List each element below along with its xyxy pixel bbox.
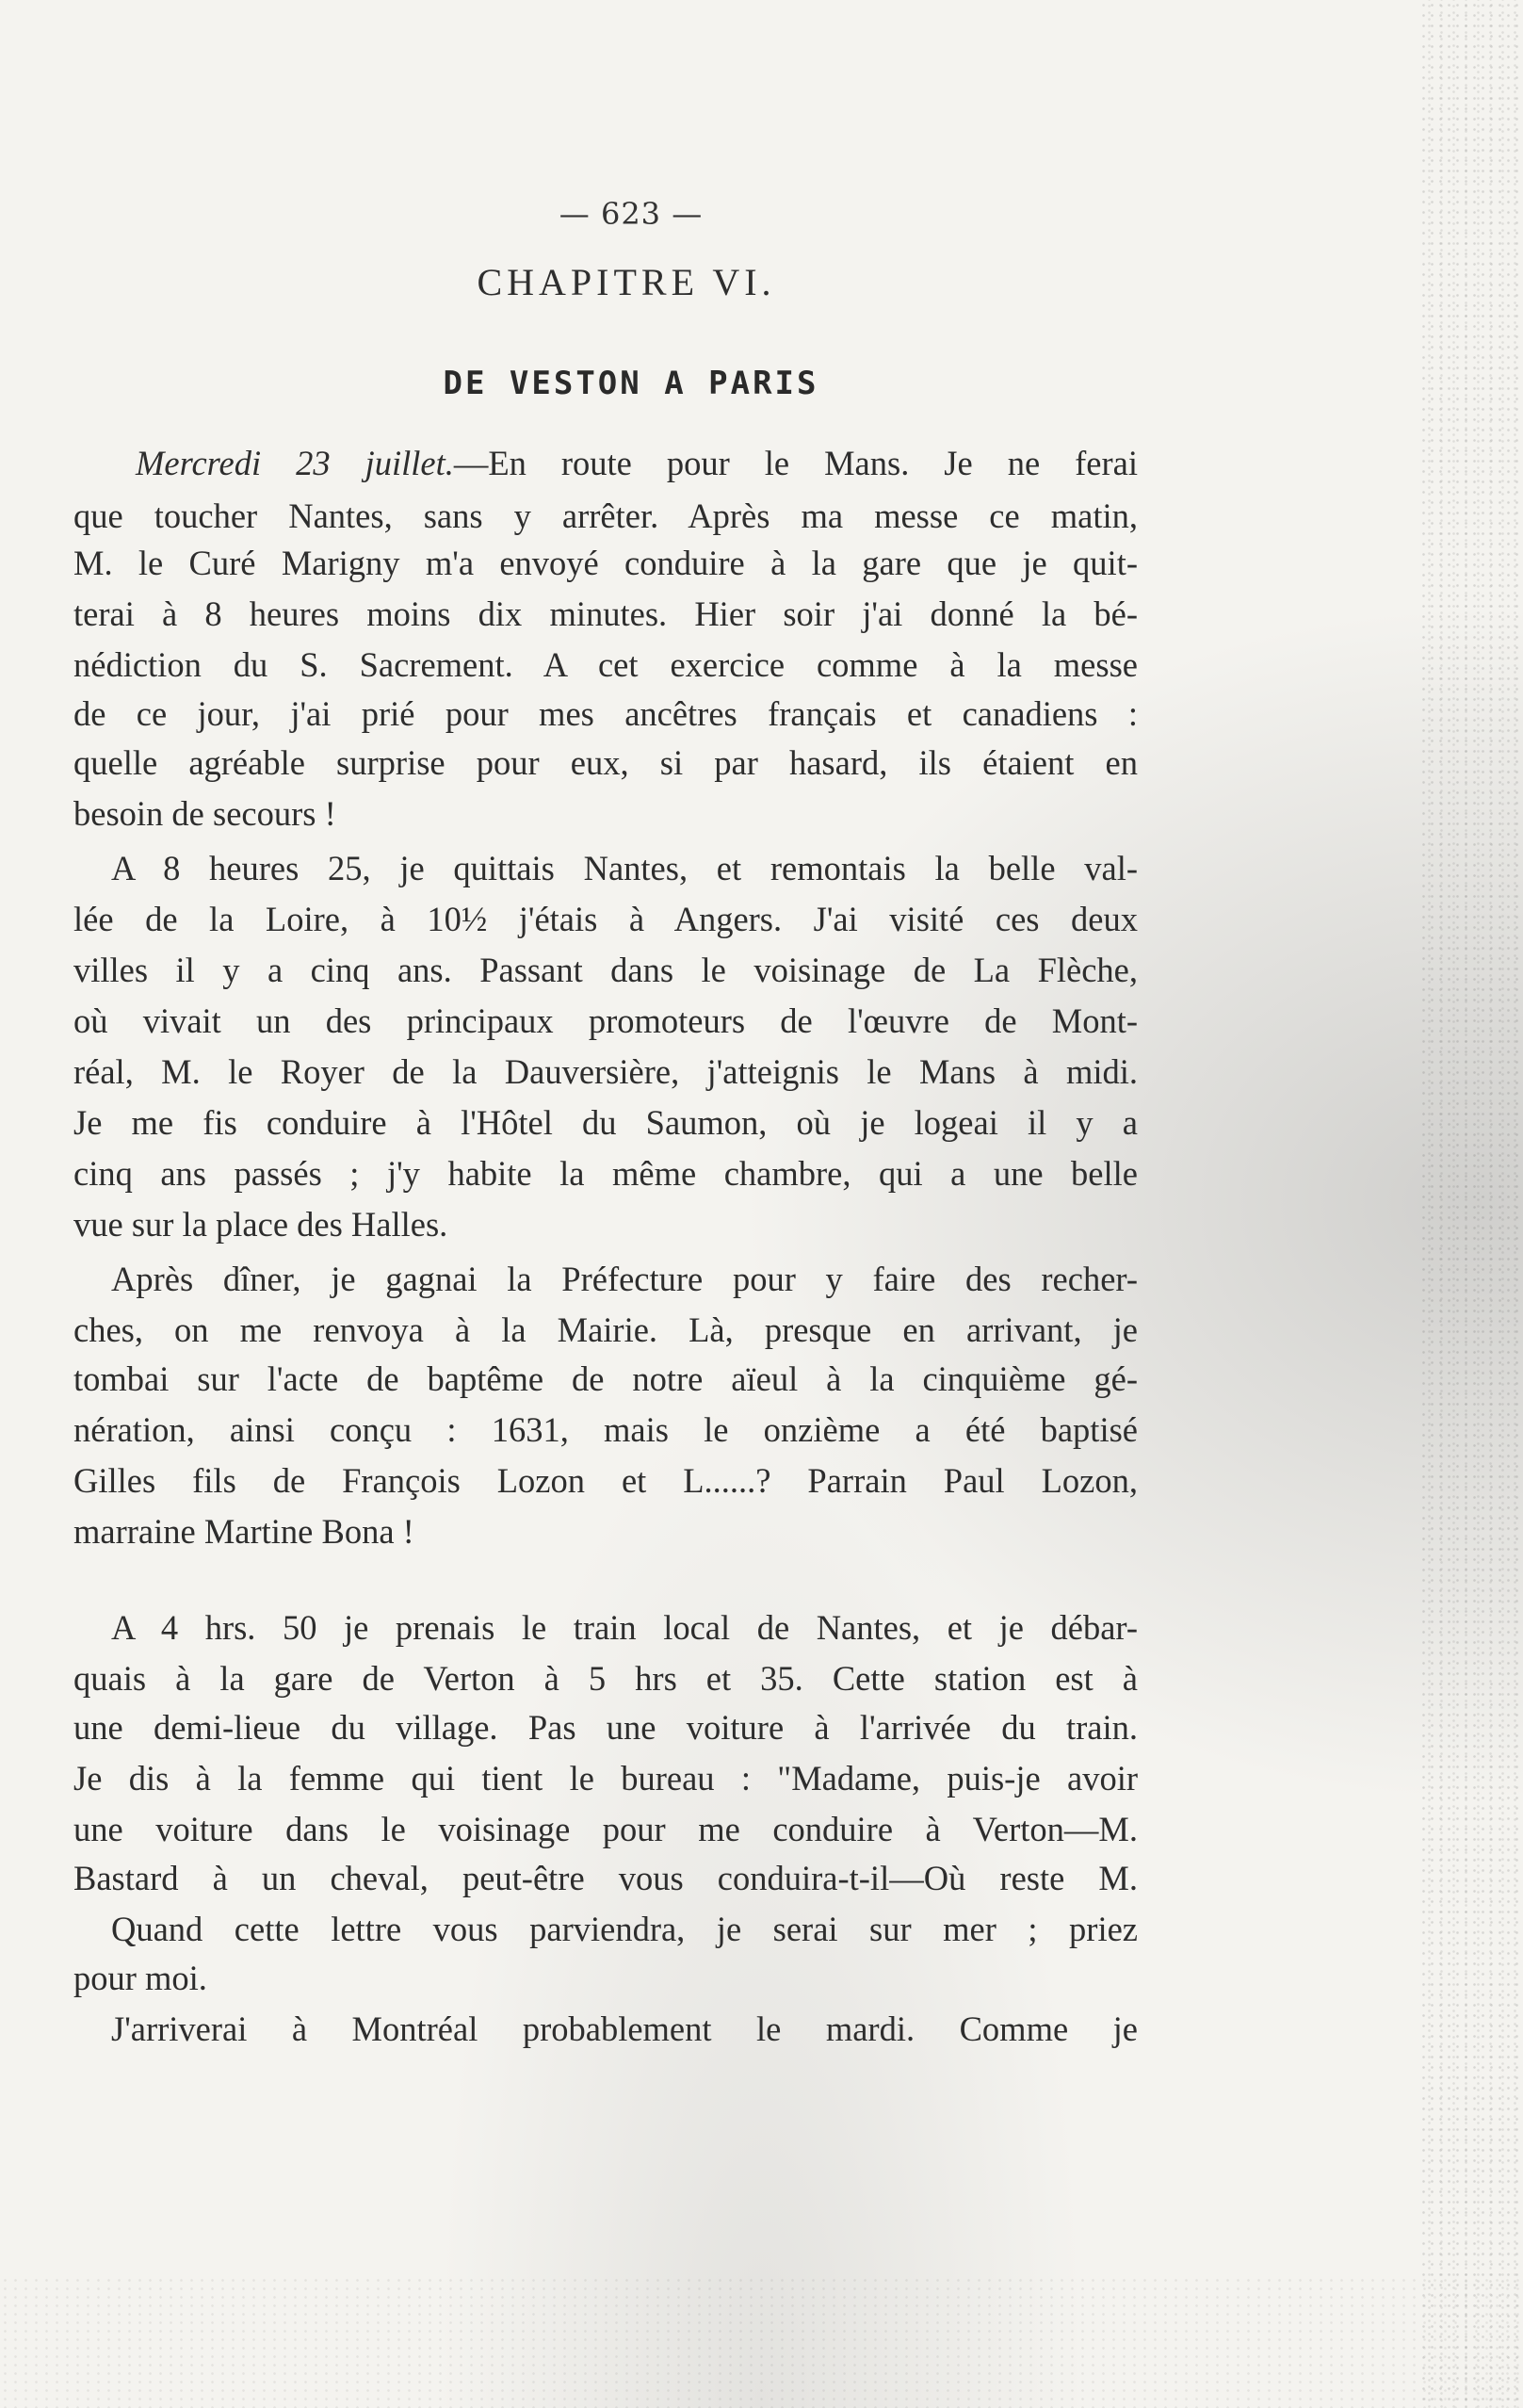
scan-noise-right-edge [1419, 0, 1523, 2408]
scan-noise-bottom-edge [0, 2276, 1523, 2408]
text-line: villes il y a cinq ans. Passant dans le voisinage de La Flèche, [73, 951, 1138, 989]
text-line: nération, ainsi conçu : 1631, mais le onzième a été baptisé [73, 1410, 1138, 1449]
text-line: nédiction du S. Sacrement. A cet exercice comme à la messe [73, 645, 1138, 684]
text-line: Je me fis conduire à l'Hôtel du Saumon, où je logeai il y a [73, 1103, 1138, 1142]
text-line: quelle agréable surprise pour eux, si par hasard, ils étaient en [73, 743, 1138, 782]
text-line: Gilles fils de François Lozon et L......? Parrain Paul Lozon, [73, 1461, 1138, 1500]
text-line: Quand cette lettre vous parviendra, je serai sur mer ; priez [111, 1910, 1138, 1948]
text-line: terai à 8 heures moins dix minutes. Hier soir j'ai donné la bé- [73, 594, 1138, 633]
text-line: quais à la gare de Verton à 5 hrs et 35. Cette station est à [73, 1659, 1138, 1698]
text-run: —En route pour le Mans. Je ne ferai [453, 444, 1138, 482]
text-line: lée de la Loire, à 10½ j'étais à Angers. J'ai visité ces deux [73, 900, 1138, 938]
text-line: réal, M. le Royer de la Dauversière, j'atteignis le Mans à midi. [73, 1052, 1138, 1091]
text-line: cinq ans passés ; j'y habite la même chambre, qui a une belle [73, 1154, 1138, 1193]
text-line: M. le Curé Marigny m'a envoyé conduire à la gare que je quit- [73, 544, 1138, 582]
text-line: marraine Martine Bona ! [73, 1512, 414, 1551]
chapter-heading: CHAPITRE VI. [477, 261, 776, 303]
text-line: Je dis à la femme qui tient le bureau : "Madame, puis-je avoir [73, 1759, 1138, 1798]
text-line: une demi-lieue du village. Pas une voiture à l'arrivée du train. [73, 1708, 1138, 1747]
text-line: ches, on me renvoya à la Mairie. Là, presque en arrivant, je [73, 1310, 1138, 1349]
text-line: tombai sur l'acte de baptême de notre aïeul à la cinquième gé- [73, 1359, 1138, 1398]
text-line: A 8 heures 25, je quittais Nantes, et remontais la belle val- [111, 849, 1138, 887]
date-heading: Mercredi 23 juillet. [136, 444, 454, 482]
text-line: pour moi. [73, 1959, 207, 1997]
page-number: — 623 — [559, 196, 704, 232]
text-line: vue sur la place des Halles. [73, 1205, 448, 1244]
text-line: Après dîner, je gagnai la Préfecture pour y faire des recher- [111, 1260, 1138, 1298]
section-title: DE VESTON A PARIS [443, 365, 819, 402]
text-line: une voiture dans le voisinage pour me conduire à Verton—M. [73, 1810, 1138, 1848]
text-line: J'arriverai à Montréal probablement le mardi. Comme je [111, 2009, 1138, 2048]
text-line [73, 443, 1138, 492]
text-line: A 4 hrs. 50 je prenais le train local de Nantes, et je débar- [111, 1608, 1138, 1647]
text-line: que toucher Nantes, sans y arrêter. Après ma messe ce matin, [73, 496, 1138, 535]
text-line: besoin de secours ! [73, 794, 336, 833]
text-line: où vivait un des principaux promoteurs de l'œuvre de Mont- [73, 1001, 1138, 1040]
text-line: Bastard à un cheval, peut-être vous conduira-t-il—Où reste M. [73, 1859, 1138, 1897]
text-line: de ce jour, j'ai prié pour mes ancêtres français et canadiens : [73, 694, 1138, 733]
